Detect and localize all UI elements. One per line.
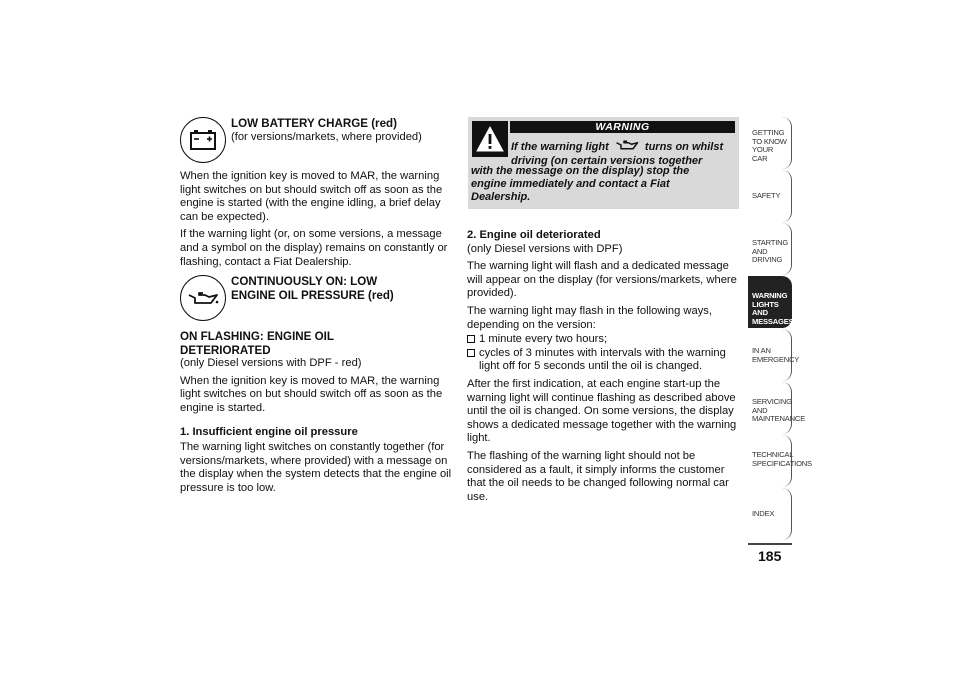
oil-pressure-warning-icon (180, 275, 226, 321)
battery-paragraph-1: When the ignition key is moved to MAR, the warning light switches on but should switch off as soon as the engine is started (with the engine idling, a brief delay can be expected). (180, 170, 443, 223)
warning-text-start: If the warning light (511, 140, 609, 153)
bullet-item (467, 347, 740, 374)
bullet-item (467, 333, 740, 347)
section2-paragraph-3: After the first indication, at each engine start-up the warning light will continue flashing as described above until the oil is changed. On some versions, the display shows a dedicated message together with the warning light. (467, 377, 737, 445)
checkbox-bullet-icon (467, 349, 475, 357)
page-number: 185 (758, 548, 782, 564)
warning-text-after-icon: turns on whilst (644, 140, 724, 153)
tab-warning-lights[interactable]: WARNING LIGHTS AND MESSAGES (748, 276, 792, 328)
section2-paragraph-4: The flashing of the warning light should not be considered as a fault, it simply informs the customer that the oil needs to be changed following normal car use. (467, 449, 729, 503)
oil-heading-line-2: ENGINE OIL PRESSURE (red) (231, 288, 394, 302)
checkbox-bullet-icon (467, 335, 475, 343)
tab-safety[interactable]: SAFETY (748, 170, 792, 222)
tab-starting-driving[interactable]: STARTING AND DRIVING (748, 223, 792, 275)
section2-subheading: (only Diesel versions with DPF) (467, 242, 623, 255)
section1-paragraph: The warning light switches on constantly together (for versions/markets, where provided) with a message on the display when the system detects that the engine oil pressure is too low. (180, 441, 452, 494)
section1-heading: 1. Insufficient engine oil pressure (180, 425, 358, 438)
flash-paragraph: When the ignition key is moved to MAR, the warning light switches on but should switch off as soon as the engine is started. (180, 374, 443, 414)
oil-can-icon (614, 139, 640, 155)
battery-warning-icon (180, 117, 226, 163)
tab-emergency[interactable]: IN AN EMERGENCY (748, 329, 792, 381)
battery-paragraph-2: If the warning light (or, on some versions, a message and a symbol on the display) remains on constantly or flashing, contact a Fiat Dealership. (180, 228, 448, 268)
section2-paragraph-2: The warning light may flash in the following ways, depending on the version: (467, 304, 712, 331)
bullet-text: 1 minute every two hours; (479, 333, 608, 346)
warning-triangle-icon (472, 121, 508, 157)
warning-box (468, 117, 739, 209)
bullet-text: cycles of 3 minutes with intervals with the warning light off for 5 seconds until the oil is changed. (479, 346, 726, 373)
tab-getting-to-know[interactable]: GETTING TO KNOW YOUR CAR (748, 117, 792, 169)
oil-heading-line-1: CONTINUOUSLY ON: LOW (231, 275, 378, 288)
flash-heading: ON FLASHING: ENGINE OIL DETERIORATED (180, 330, 334, 357)
battery-subheading: (for versions/markets, where provided) (231, 130, 422, 143)
tab-servicing[interactable]: SERVICING AND MAINTENANCE (748, 382, 792, 434)
flash-subheading: (only Diesel versions with DPF - red) (180, 357, 362, 370)
battery-heading: LOW BATTERY CHARGE (red) (231, 117, 397, 130)
warning-text-line-2: driving (on certain versions together (511, 155, 703, 167)
warning-text-rest: with the message on the display) stop the engine immediately and contact a Fiat Dealership. (471, 165, 690, 203)
section2-heading: 2. Engine oil deteriorated (467, 229, 601, 241)
warning-title: WARNING (510, 121, 735, 133)
page-number-rule (748, 543, 792, 545)
section2-paragraph-1: The warning light will flash and a dedicated message will appear on the display (for versions/markets, where provided). (467, 260, 737, 300)
tab-technical-specs[interactable]: TECHNICAL SPECIFICATIONS (748, 435, 792, 487)
tab-index[interactable]: INDEX (748, 488, 792, 540)
